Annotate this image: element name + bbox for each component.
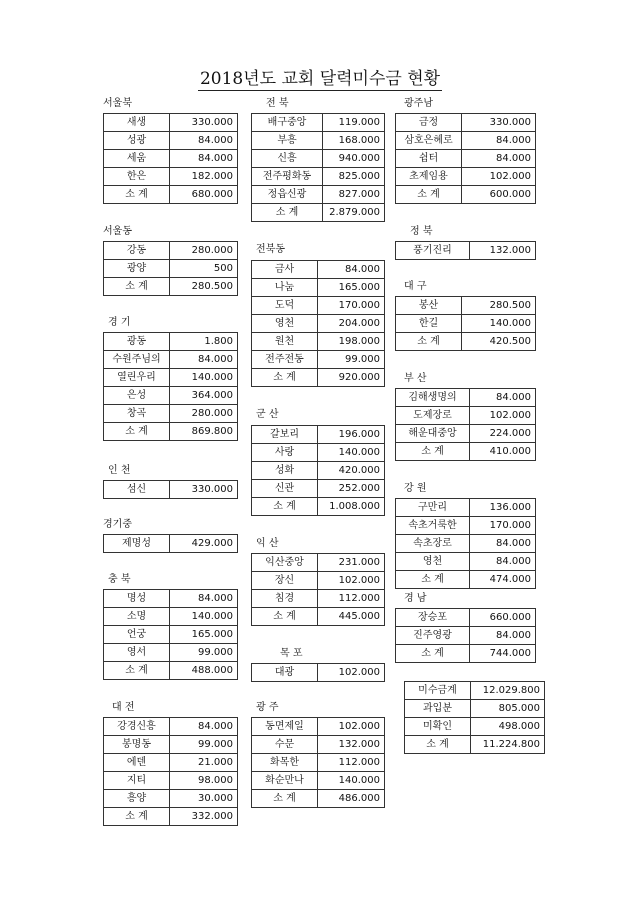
table-row [396,443,536,461]
church-name-cell: 도제장로 [396,407,470,425]
amount-cell: 84.000 [470,389,536,407]
amount-cell: 280.000 [170,405,238,423]
church-name-cell: 열린우리 [104,369,170,387]
amount-cell: 2.879.000 [323,204,385,222]
amount-cell: 140.000 [170,608,238,626]
church-name-cell: 김해생명의 [396,389,470,407]
amount-cell: 140.000 [462,315,536,333]
amount-cell: 280.500 [170,278,238,296]
amount-cell: 84.000 [318,261,385,279]
amount-cell: 21.000 [170,754,238,772]
table-row [104,405,238,423]
table-row [104,626,238,644]
table-row [396,407,536,425]
amount-cell: 486.000 [318,790,385,808]
amount-cell: 198.000 [318,333,385,351]
amount-cell: 224.000 [470,425,536,443]
region-label: 광주남 [404,98,433,109]
amount-cell: 332.000 [170,808,238,826]
groups.8-table [395,388,536,461]
church-name-cell: 전주전동 [252,351,318,369]
amount-cell: 168.000 [323,132,385,150]
region-label: 목 포 [280,648,303,659]
church-name-cell: 새생 [104,114,170,132]
amount-cell: 84.000 [462,150,536,168]
region-label: 전 북 [266,98,289,109]
region-label: 서울북 [103,98,132,109]
church-name-cell: 갈보리 [252,426,318,444]
church-name-cell: 동면제일 [252,718,318,736]
table-row [396,297,536,315]
table-row [252,261,385,279]
church-name-cell: 한길 [396,315,462,333]
amount-cell: 280.000 [170,242,238,260]
groups.14-table [103,589,238,680]
amount-cell: 132.000 [470,242,536,260]
table-row [396,242,536,260]
table-row [396,425,536,443]
amount-cell: 165.000 [318,279,385,297]
table-row [252,204,385,222]
table-row [396,645,536,663]
church-name-cell: 원천 [252,333,318,351]
table-row [104,150,238,168]
table-row [252,608,385,626]
amount-cell: 869.800 [170,423,238,441]
amount-cell: 1.800 [170,333,238,351]
table-row [252,351,385,369]
region-label: 대 전 [112,702,135,713]
amount-cell: 330.000 [170,481,238,499]
groups.6-table [395,296,536,351]
church-name-cell: 수원주님의 [104,351,170,369]
summary-table [404,681,545,754]
church-name-cell: 명성 [104,590,170,608]
groups.16-table [251,663,385,682]
table-row [104,132,238,150]
amount-cell: 1.008.000 [318,498,385,516]
amount-cell: 136.000 [470,499,536,517]
church-name-cell: 전주평화동 [252,168,323,186]
church-name-cell: 사랑 [252,444,318,462]
table-row [252,772,385,790]
church-name-cell: 미수금계 [405,682,471,700]
groups.15-table [395,608,536,663]
amount-cell: 252.000 [318,480,385,498]
church-name-cell: 장신 [252,572,318,590]
table-row [104,790,238,808]
church-name-cell: 초제임용 [396,168,462,186]
church-name-cell: 봉산 [396,297,462,315]
amount-cell: 196.000 [318,426,385,444]
table-row [396,333,536,351]
table-row [104,754,238,772]
region-label: 경 남 [404,593,427,604]
table-row [252,114,385,132]
church-name-cell: 소 계 [405,736,471,754]
church-name-cell: 미확인 [405,718,471,736]
church-name-cell: 영서 [104,644,170,662]
church-name-cell: 지티 [104,772,170,790]
table-row [252,186,385,204]
amount-cell: 498.000 [471,718,545,736]
church-name-cell: 삼호은혜로 [396,132,462,150]
church-name-cell: 구만리 [396,499,470,517]
table-row [104,242,238,260]
groups.0-table [103,113,238,204]
table-row [252,498,385,516]
amount-cell: 420.500 [462,333,536,351]
church-name-cell: 섬신 [104,481,170,499]
church-name-cell: 소 계 [104,423,170,441]
table-row [396,132,536,150]
table-row [396,553,536,571]
amount-cell: 102.000 [470,407,536,425]
amount-cell: 84.000 [170,132,238,150]
amount-cell: 11.224.800 [471,736,545,754]
church-name-cell: 소 계 [252,204,323,222]
church-name-cell: 강경신흥 [104,718,170,736]
church-name-cell: 소 계 [396,645,470,663]
table-row [252,790,385,808]
table-row [252,736,385,754]
table-row [104,772,238,790]
church-name-cell: 금정 [396,114,462,132]
church-name-cell: 진주영광 [396,627,470,645]
region-label: 인 천 [108,465,131,476]
table-row [252,279,385,297]
table-row [396,168,536,186]
table-row [104,481,238,499]
table-row [396,609,536,627]
church-name-cell: 소 계 [104,662,170,680]
church-name-cell: 소 계 [104,278,170,296]
church-name-cell: 제명성 [104,535,170,553]
church-name-cell: 성화 [252,462,318,480]
amount-cell: 445.000 [318,608,385,626]
church-name-cell: 침경 [252,590,318,608]
region-label: 서울동 [103,226,132,237]
table-row [396,389,536,407]
church-name-cell: 소 계 [252,498,318,516]
church-name-cell: 소 계 [104,808,170,826]
amount-cell: 744.000 [470,645,536,663]
amount-cell: 132.000 [318,736,385,754]
table-row [252,590,385,608]
table-row [252,718,385,736]
amount-cell: 98.000 [170,772,238,790]
table-row [405,718,545,736]
amount-cell: 102.000 [462,168,536,186]
church-name-cell: 은성 [104,387,170,405]
amount-cell: 827.000 [323,186,385,204]
church-name-cell: 쉼터 [396,150,462,168]
groups.11-table [395,498,536,589]
table-row [104,423,238,441]
amount-cell: 660.000 [470,609,536,627]
table-row [104,168,238,186]
amount-cell: 84.000 [170,718,238,736]
amount-cell: 30.000 [170,790,238,808]
table-row [405,682,545,700]
table-row [396,186,536,204]
amount-cell: 99.000 [318,351,385,369]
church-name-cell: 속초장로 [396,535,470,553]
amount-cell: 280.500 [462,297,536,315]
church-name-cell: 금사 [252,261,318,279]
table-row [104,114,238,132]
amount-cell: 330.000 [462,114,536,132]
amount-cell: 112.000 [318,590,385,608]
amount-cell: 84.000 [170,590,238,608]
amount-cell: 140.000 [318,444,385,462]
region-label: 경기중 [103,519,132,530]
church-name-cell: 소 계 [396,186,462,204]
amount-cell: 140.000 [170,369,238,387]
church-name-cell: 도덕 [252,297,318,315]
amount-cell: 182.000 [170,168,238,186]
amount-cell: 920.000 [318,369,385,387]
table-row [396,499,536,517]
church-name-cell: 소 계 [252,608,318,626]
region-label: 대 구 [404,281,427,292]
church-name-cell: 소 계 [252,790,318,808]
table-row [104,535,238,553]
table-row [104,260,238,278]
table-row [252,554,385,572]
church-name-cell: 수문 [252,736,318,754]
amount-cell: 84.000 [470,553,536,571]
church-name-cell: 정읍신광 [252,186,323,204]
church-name-cell: 언궁 [104,626,170,644]
church-name-cell: 소 계 [252,369,318,387]
church-name-cell: 소 계 [396,443,470,461]
table-row [252,462,385,480]
amount-cell: 12.029.800 [471,682,545,700]
amount-cell: 84.000 [170,351,238,369]
church-name-cell: 풍기진리 [396,242,470,260]
table-row [405,736,545,754]
amount-cell: 102.000 [318,572,385,590]
church-name-cell: 부흥 [252,132,323,150]
church-name-cell: 익산중앙 [252,554,318,572]
table-row [252,754,385,772]
amount-cell: 84.000 [470,627,536,645]
amount-cell: 140.000 [318,772,385,790]
table-row [396,571,536,589]
amount-cell: 488.000 [170,662,238,680]
region-label: 광 주 [256,702,279,713]
amount-cell: 170.000 [318,297,385,315]
church-name-cell: 흥양 [104,790,170,808]
amount-cell: 429.000 [170,535,238,553]
table-row [252,315,385,333]
table-row [104,186,238,204]
groups.1-table [251,113,385,222]
church-name-cell: 장승포 [396,609,470,627]
region-label: 정 북 [410,226,433,237]
title-text: 2018년도 교회 달력미수금 현황 [199,69,441,89]
amount-cell: 84.000 [470,535,536,553]
region-label: 군 산 [256,409,279,420]
region-label: 강 원 [404,483,427,494]
amount-cell: 204.000 [318,315,385,333]
table-row [104,608,238,626]
table-row [104,387,238,405]
amount-cell: 825.000 [323,168,385,186]
church-name-cell: 배구중앙 [252,114,323,132]
church-name-cell: 신관 [252,480,318,498]
church-name-cell: 봉명동 [104,736,170,754]
table-row [104,590,238,608]
church-name-cell: 세움 [104,150,170,168]
table-row [252,132,385,150]
table-row [252,426,385,444]
groups.10-table [103,480,238,499]
groups.9-table [251,425,385,516]
groups.13-table [251,553,385,626]
church-name-cell: 에덴 [104,754,170,772]
region-label: 익 산 [256,538,279,549]
amount-cell: 500 [170,260,238,278]
groups.2-table [395,113,536,204]
amount-cell: 102.000 [318,664,385,682]
amount-cell: 474.000 [470,571,536,589]
church-name-cell: 나눔 [252,279,318,297]
table-row [405,700,545,718]
church-name-cell: 소 계 [104,186,170,204]
groups.7-table [103,332,238,441]
amount-cell: 112.000 [318,754,385,772]
groups.3-table [103,241,238,296]
table-row [104,351,238,369]
amount-cell: 420.000 [318,462,385,480]
amount-cell: 99.000 [170,644,238,662]
church-name-cell: 속초거룩한 [396,517,470,535]
amount-cell: 99.000 [170,736,238,754]
amount-cell: 364.000 [170,387,238,405]
groups.12-table [103,534,238,553]
table-row [396,315,536,333]
church-name-cell: 한은 [104,168,170,186]
table-row [252,168,385,186]
church-name-cell: 광양 [104,260,170,278]
groups.4-table [395,241,536,260]
table-row [252,572,385,590]
church-name-cell: 과입분 [405,700,471,718]
amount-cell: 410.000 [470,443,536,461]
groups.5-table [251,260,385,387]
church-name-cell: 영천 [396,553,470,571]
table-row [104,662,238,680]
amount-cell: 84.000 [170,150,238,168]
amount-cell: 805.000 [471,700,545,718]
amount-cell: 165.000 [170,626,238,644]
church-name-cell: 대광 [252,664,318,682]
table-row [252,333,385,351]
region-label: 부 산 [404,373,427,384]
table-row [396,150,536,168]
table-row [252,150,385,168]
table-row [104,736,238,754]
amount-cell: 102.000 [318,718,385,736]
region-label: 전북동 [256,244,285,255]
church-name-cell: 소명 [104,608,170,626]
table-row [396,535,536,553]
table-row [104,644,238,662]
table-row [104,333,238,351]
table-row [252,664,385,682]
amount-cell: 231.000 [318,554,385,572]
table-row [396,114,536,132]
table-row [104,718,238,736]
amount-cell: 600.000 [462,186,536,204]
amount-cell: 330.000 [170,114,238,132]
table-row [252,297,385,315]
church-name-cell: 소 계 [396,333,462,351]
table-row [104,808,238,826]
church-name-cell: 강동 [104,242,170,260]
amount-cell: 940.000 [323,150,385,168]
amount-cell: 119.000 [323,114,385,132]
amount-cell: 170.000 [470,517,536,535]
church-name-cell: 신흥 [252,150,323,168]
region-label: 충 북 [108,574,131,585]
groups.17-table [103,717,238,826]
church-name-cell: 화목한 [252,754,318,772]
table-row [104,278,238,296]
groups.18-table [251,717,385,808]
church-name-cell: 창곡 [104,405,170,423]
region-label: 경 기 [108,317,131,328]
table-row [396,517,536,535]
amount-cell: 680.000 [170,186,238,204]
church-name-cell: 해운대중앙 [396,425,470,443]
amount-cell: 84.000 [462,132,536,150]
table-row [252,444,385,462]
table-row [252,480,385,498]
table-row [252,369,385,387]
table-row [396,627,536,645]
church-name-cell: 영천 [252,315,318,333]
church-name-cell: 광동 [104,333,170,351]
church-name-cell: 성광 [104,132,170,150]
church-name-cell: 화순만나 [252,772,318,790]
church-name-cell: 소 계 [396,571,470,589]
table-row [104,369,238,387]
